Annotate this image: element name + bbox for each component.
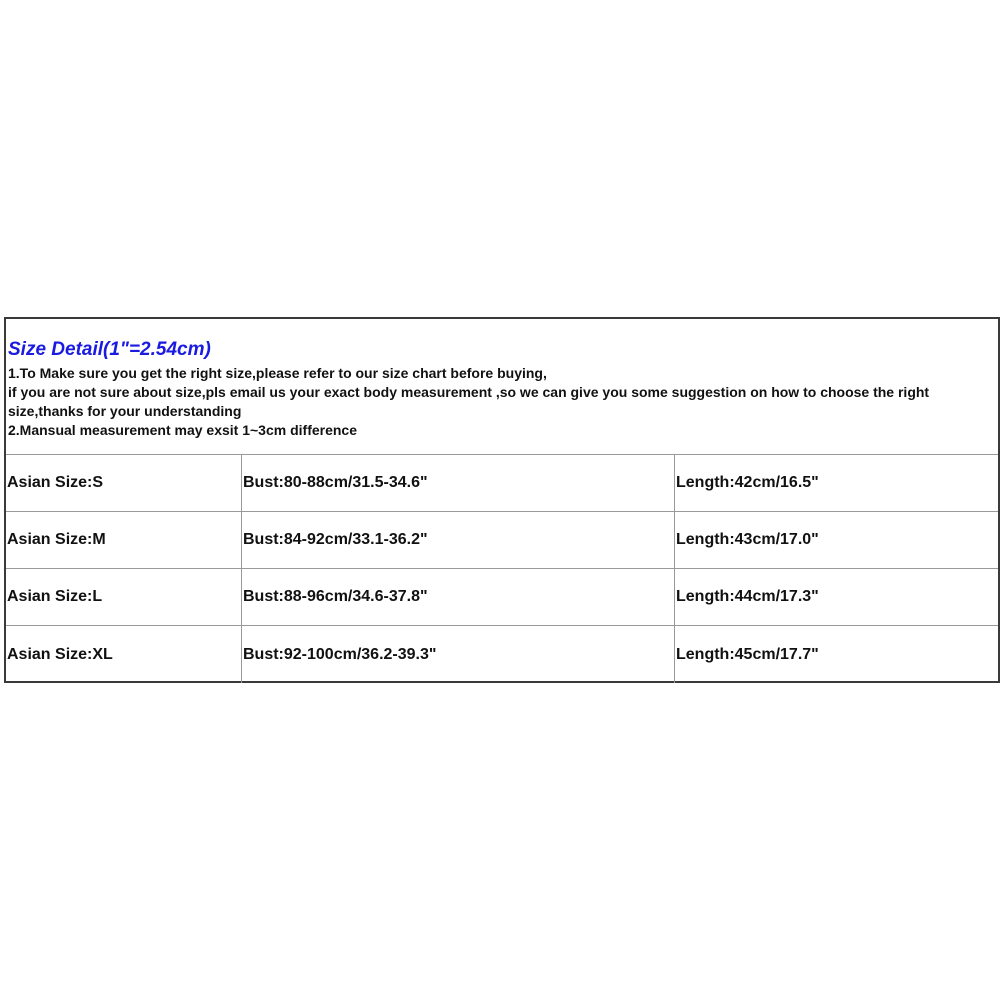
size-row-m-size: Asian Size:M [6,512,242,569]
size-row-l-length: Length:44cm/17.3" [675,569,998,626]
note-line: size,thanks for your understanding [8,403,242,419]
size-row-xl-size: Asian Size:XL [6,626,242,683]
size-row-xl-bust: Bust:92-100cm/36.2-39.3" [242,626,675,683]
note-line: 2.Mansual measurement may exsit 1~3cm difference [8,422,358,438]
size-table [6,455,998,683]
size-detail-title: Size Detail(1"=2.54cm) [8,339,211,360]
size-row-xl-length: Length:45cm/17.7" [676,645,819,663]
size-detail-header [6,319,998,455]
size-row-s-bust: Bust:80-88cm/31.5-34.6" [242,455,675,512]
note-line: 1.To Make sure you get the right size,please refer to our size chart before buying, [8,365,547,381]
size-row-m-length: Length:43cm/17.0" [675,512,998,569]
size-row-s-size: Asian Size:S [6,455,242,512]
note-line: if you are not sure about size,pls email us your exact body measurement ,so we can give you some suggestion on how to choose the right [8,384,930,400]
size-row-l-size: Asian Size:L [6,569,242,626]
size-chart-panel [4,317,1000,683]
size-row-m-bust: Bust:84-92cm/33.1-36.2" [242,512,675,569]
size-row-s-length: Length:42cm/16.5" [675,455,998,512]
size-row-l-bust: Bust:88-96cm/34.6-37.8" [242,569,675,626]
